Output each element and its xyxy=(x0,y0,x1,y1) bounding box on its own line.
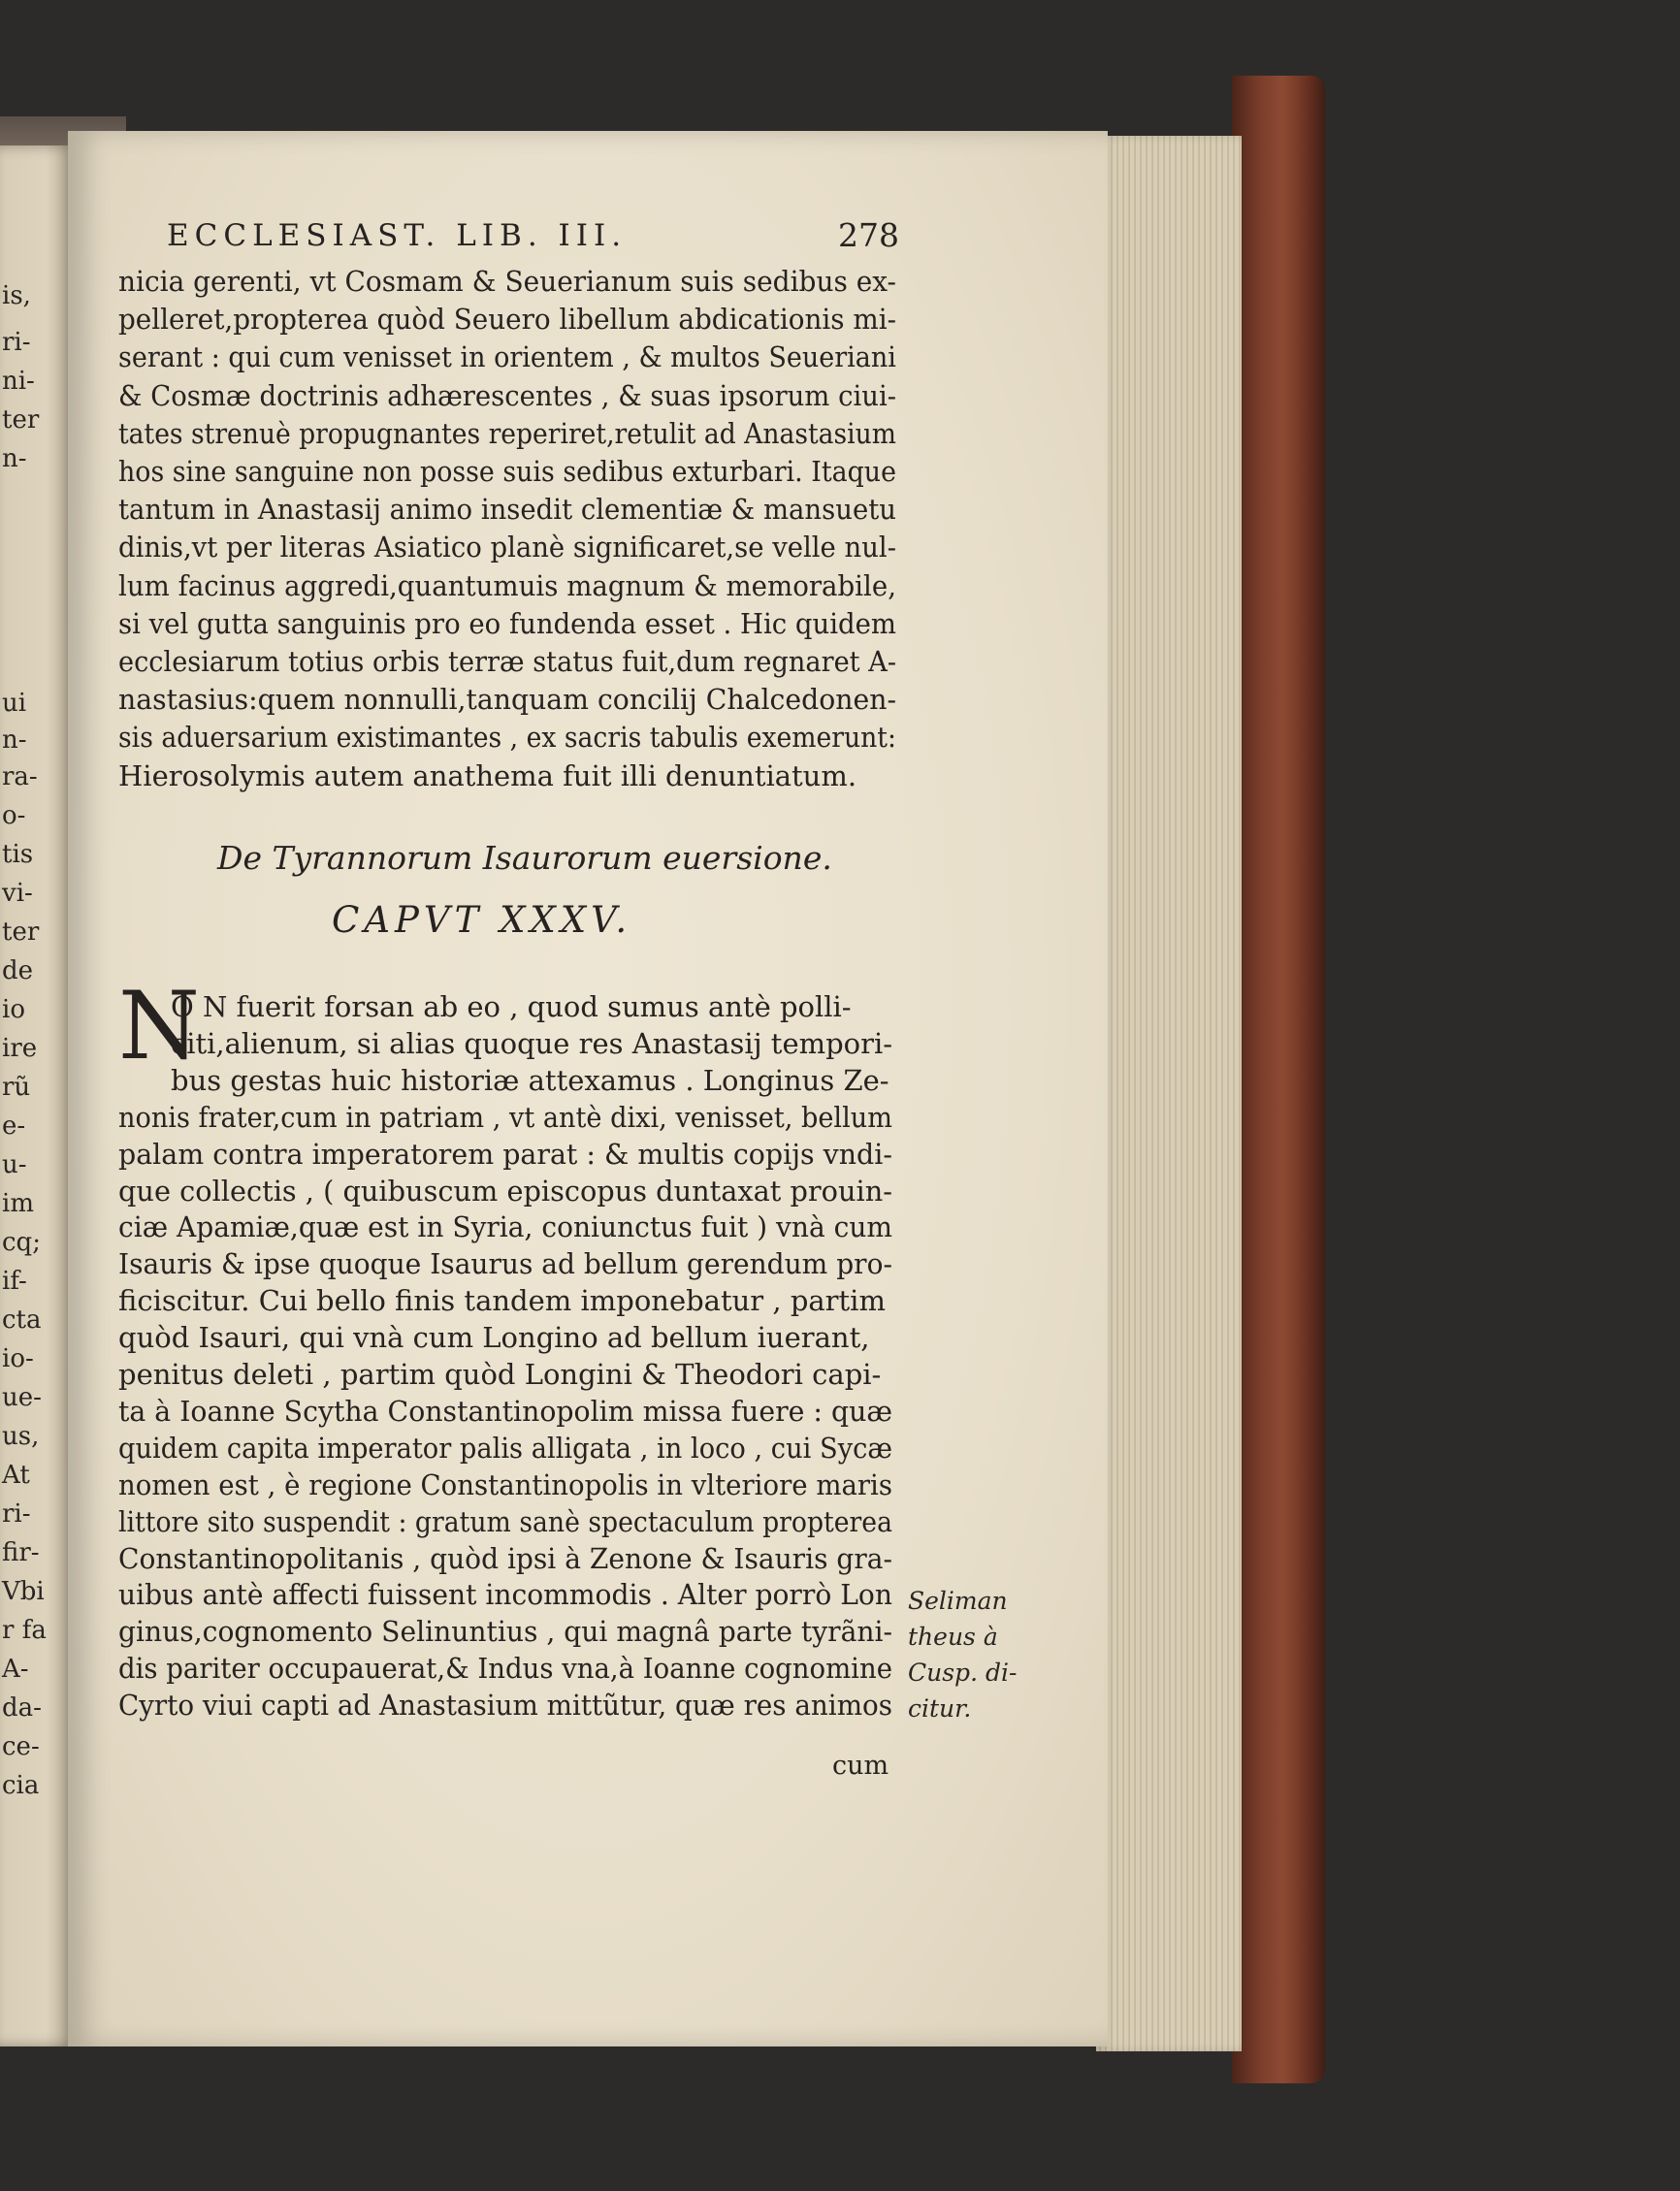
text-line: O N fuerit forsan ab eo , quod sumus antè polli- xyxy=(171,990,852,1023)
left-page-fragment: ce- xyxy=(2,1732,40,1761)
left-page-fragment: is, xyxy=(2,281,31,310)
left-page-fragment: ni- xyxy=(2,367,35,396)
margin-note-line: citur. xyxy=(908,1694,972,1723)
text-line: & Cosmæ doctrinis adhærescentes , & suas ipsorum ciui- xyxy=(118,378,897,412)
left-page-fragment: ire xyxy=(2,1034,38,1063)
margin-note-line: Seliman xyxy=(908,1587,1008,1615)
left-page-fragment: o- xyxy=(2,801,26,830)
left-page-fragment: e- xyxy=(2,1112,26,1141)
text-line: uibus antè affecti fuissent incommodis . Alter porrò Lon xyxy=(118,1578,892,1612)
left-page-fragment: cta xyxy=(2,1305,42,1335)
left-page-fragment: fir- xyxy=(2,1538,40,1567)
book-binding xyxy=(1232,76,1325,2083)
text-line: Constantinopolitanis , quòd ipsi à Zenone & Isauris gra- xyxy=(118,1541,892,1575)
left-page-fragment: r fa xyxy=(2,1616,47,1645)
left-page-fragment: At xyxy=(2,1461,30,1490)
chapter-number: CAPVT XXXV. xyxy=(332,899,632,941)
text-line: que collectis , ( quibuscum episcopus duntaxat prouin- xyxy=(118,1174,892,1208)
left-page-fragment: im xyxy=(2,1189,34,1218)
left-page-fragment: cq; xyxy=(2,1228,41,1257)
margin-note-line: Cusp. di- xyxy=(908,1659,1018,1687)
left-page-fragment: rũ xyxy=(2,1073,31,1102)
text-line: dinis,vt per literas Asiatico planè significaret,se velle nul- xyxy=(118,531,896,564)
left-page-fragment: tis xyxy=(2,840,34,869)
text-line: serant : qui cum venisset in orientem , & multos Seueriani xyxy=(118,340,896,374)
left-page-fragment: ter xyxy=(2,405,40,435)
left-page-text xyxy=(0,0,76,2191)
left-page-fragment: vi- xyxy=(2,879,33,908)
left-page-fragment: u- xyxy=(2,1150,27,1179)
left-page-fragment: de xyxy=(2,956,34,985)
catchword: cum xyxy=(832,1751,889,1781)
text-line: pelleret,propterea quòd Seuero libellum abdicationis mi- xyxy=(118,303,897,337)
left-page-fragment: cia xyxy=(2,1771,40,1800)
left-page-fragment: io xyxy=(2,995,25,1024)
text-line: Hierosolymis autem anathema fuit illi denuntiatum. xyxy=(118,758,857,792)
text-line: tantum in Anastasij animo insedit clementiæ & mansuetu xyxy=(118,493,896,527)
text-line: ficiscitur. Cui bello finis tandem imponebatur , partim xyxy=(118,1284,886,1318)
text-line: penitus deleti , partim quòd Longini & Theodori capi- xyxy=(118,1358,882,1391)
left-page-fragment: us, xyxy=(2,1422,40,1451)
left-page-fragment: n- xyxy=(2,444,27,473)
left-page-fragment: ra- xyxy=(2,762,38,791)
left-page-fragment: io- xyxy=(2,1344,34,1373)
text-line: ginus,cognomento Selinuntius , qui magnâ parte tyrãni- xyxy=(118,1615,893,1649)
text-line: quòd Isauri, qui vnà cum Longino ad bellum iuerant, xyxy=(118,1321,870,1355)
left-page-fragment: ue- xyxy=(2,1383,42,1412)
text-line: Isauris & ipse quoque Isaurus ad bellum gerendum pro- xyxy=(118,1247,892,1281)
left-page-fragment: ter xyxy=(2,918,40,947)
page-edges xyxy=(1096,136,1242,2051)
text-line: ecclesiarum totius orbis terræ status fuit,dum regnaret A- xyxy=(118,645,897,678)
text-line: nastasius:quem nonnulli,tanquam concilij Chalcedonen- xyxy=(118,683,897,717)
left-page-fragment: ri- xyxy=(2,1499,31,1529)
text-line: nicia gerenti, vt Cosmam & Seuerianum suis sedibus ex- xyxy=(118,265,897,298)
text-line: littore sito suspendit : gratum sanè spectaculum propterea xyxy=(118,1504,892,1538)
running-title: ECCLESIAST. LIB. III. xyxy=(167,218,628,253)
text-line: sis aduersarium existimantes , ex sacris tabulis exemerunt: xyxy=(118,721,896,755)
text-line: citi,alienum, si alias quoque res Anastasij tempori- xyxy=(171,1026,893,1060)
text-line: tates strenuè propugnantes reperiret,retulit ad Anastasium xyxy=(118,416,896,450)
left-page-fragment: ri- xyxy=(2,328,31,357)
text-line: lum facinus aggredi,quantumuis magnum & memorabile, xyxy=(118,568,896,602)
text-line: quidem capita imperator palis alligata , in loco , cui Sycæ xyxy=(118,1431,892,1465)
text-line: hos sine sanguine non posse suis sedibus exturbari. Itaque xyxy=(118,455,897,488)
left-page-fragment: da- xyxy=(2,1693,42,1723)
margin-note-line: theus à xyxy=(908,1623,998,1651)
page-number: 278 xyxy=(838,216,899,254)
left-page-fragment: if- xyxy=(2,1267,27,1296)
text-line: nonis frater,cum in patriam , vt antè dixi, venisset, bellum xyxy=(118,1100,892,1134)
text-line: si vel gutta sanguinis pro eo fundenda esset . Hic quidem xyxy=(118,606,897,640)
left-page-fragment: A- xyxy=(2,1655,29,1684)
text-line: ta à Ioanne Scytha Constantinopolim missa fuere : quæ xyxy=(118,1394,893,1428)
chapter-title: De Tyrannorum Isaurorum euersione. xyxy=(217,839,832,877)
drop-cap: N xyxy=(118,972,200,1080)
text-line: palam contra imperatorem parat : & multis copijs vndi- xyxy=(118,1137,892,1171)
text-line: dis pariter occupauerat,& Indus vna,à Ioanne cognomine xyxy=(118,1652,892,1686)
left-page-fragment: ui xyxy=(2,689,27,718)
text-line: nomen est , è regione Constantinopolis in vlteriore maris xyxy=(118,1467,893,1501)
left-page-fragment: n- xyxy=(2,725,27,755)
text-line: ciæ Apamiæ,quæ est in Syria, coniunctus fuit ) vnà cum xyxy=(118,1210,892,1244)
left-page-fragment: Vbi xyxy=(2,1577,45,1606)
text-line: Cyrto viui capti ad Anastasium mittũtur, quæ res animos xyxy=(118,1689,892,1723)
text-line: bus gestas huic historiæ attexamus . Longinus Ze- xyxy=(171,1063,889,1097)
